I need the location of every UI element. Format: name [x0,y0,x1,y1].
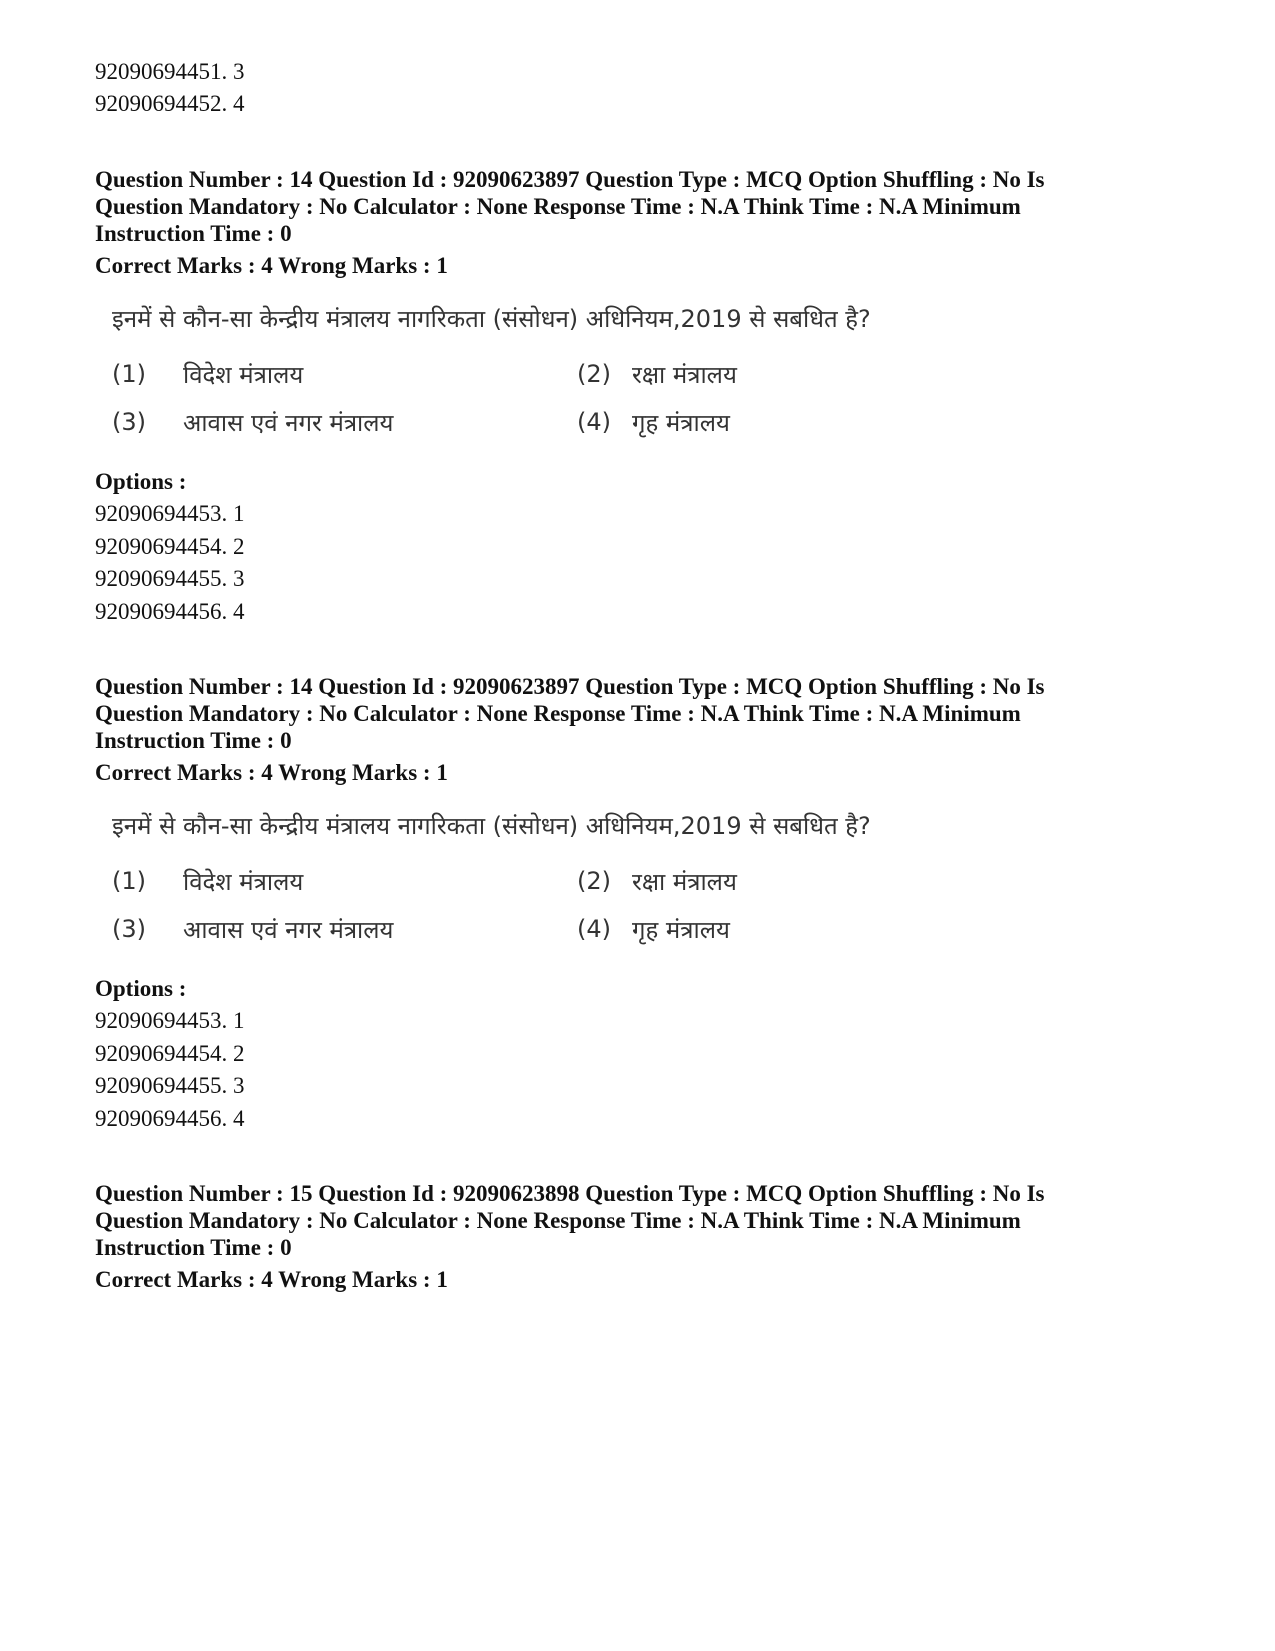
question-marks: Correct Marks : 4 Wrong Marks : 1 [95,253,448,278]
choice-number: (4) [577,915,611,943]
question-header-line: Question Mandatory : No Calculator : None Response Time : N.A Think Time : N.A Minimum [95,194,1021,219]
question-header-line: Question Number : 15 Question Id : 92090623898 Question Type : MCQ Option Shuffling : No Is [95,1181,1045,1206]
question-marks: Correct Marks : 4 Wrong Marks : 1 [95,760,448,785]
choice-text: रक्षा मंत्रालय [632,361,737,389]
options-label: Options : [95,976,187,1001]
option-line: 92090694452. 4 [95,91,245,116]
choice-text: गृह मंत्रालय [632,409,730,437]
choice-text: रक्षा मंत्रालय [632,868,737,896]
option-line: 92090694453. 1 [95,501,245,526]
option-id: 92090694454 [95,1041,222,1066]
option-id: 92090694453 [95,1008,222,1033]
question-header-line: Instruction Time : 0 [95,221,292,246]
option-value: 1 [233,501,245,526]
choice-number: (1) [112,360,146,388]
choice-text: विदेश मंत्रालय [183,361,304,389]
option-line: 92090694456. 4 [95,1106,245,1131]
option-value: 3 [233,1073,245,1098]
option-line: 92090694453. 1 [95,1008,245,1033]
option-id: 92090694454 [95,534,222,559]
choice-number: (4) [577,408,611,436]
question-header-line: Question Number : 14 Question Id : 92090623897 Question Type : MCQ Option Shuffling : No Is [95,167,1045,192]
option-line: 92090694451. 3 [95,59,245,84]
choice-number: (2) [577,867,611,895]
choice-text: विदेश मंत्रालय [183,868,304,896]
option-id: 92090694453 [95,501,222,526]
options-label: Options : [95,469,187,494]
choice-text: गृह मंत्रालय [632,916,730,944]
choice-number: (3) [112,408,146,436]
option-id: 92090694456 [95,1106,222,1131]
option-line: 92090694455. 3 [95,566,245,591]
option-value: 3 [233,59,245,84]
option-value: 4 [233,1106,245,1131]
option-line: 92090694454. 2 [95,1041,245,1066]
option-value: 2 [233,1041,245,1066]
choice-number: (1) [112,867,146,895]
option-id: 92090694455 [95,566,222,591]
question-marks: Correct Marks : 4 Wrong Marks : 1 [95,1267,448,1292]
choice-number: (3) [112,915,146,943]
question-header-line: Instruction Time : 0 [95,728,292,753]
question-header-line: Question Mandatory : No Calculator : None Response Time : N.A Think Time : N.A Minimum [95,701,1021,726]
question-header-line: Instruction Time : 0 [95,1235,292,1260]
option-value: 1 [233,1008,245,1033]
option-id: 92090694455 [95,1073,222,1098]
option-line: 92090694456. 4 [95,599,245,624]
option-value: 3 [233,566,245,591]
option-id: 92090694452 [95,91,222,116]
option-value: 2 [233,534,245,559]
option-line: 92090694455. 3 [95,1073,245,1098]
option-id: 92090694451 [95,59,222,84]
choice-text: आवास एवं नगर मंत्रालय [183,409,394,437]
question-header-line: Question Number : 14 Question Id : 92090623897 Question Type : MCQ Option Shuffling : No Is [95,674,1045,699]
option-id: 92090694456 [95,599,222,624]
option-line: 92090694454. 2 [95,534,245,559]
question-header-line: Question Mandatory : No Calculator : None Response Time : N.A Think Time : N.A Minimum [95,1208,1021,1233]
option-value: 4 [233,599,245,624]
choice-text: आवास एवं नगर मंत्रालय [183,916,394,944]
question-text: इनमें से कौन-सा केन्द्रीय मंत्रालय नागरिकता (संसोधन) अधिनियम,2019 से सबधित है? [112,812,871,840]
choice-number: (2) [577,360,611,388]
option-value: 4 [233,91,245,116]
question-text: इनमें से कौन-सा केन्द्रीय मंत्रालय नागरिकता (संसोधन) अधिनियम,2019 से सबधित है? [112,305,871,333]
